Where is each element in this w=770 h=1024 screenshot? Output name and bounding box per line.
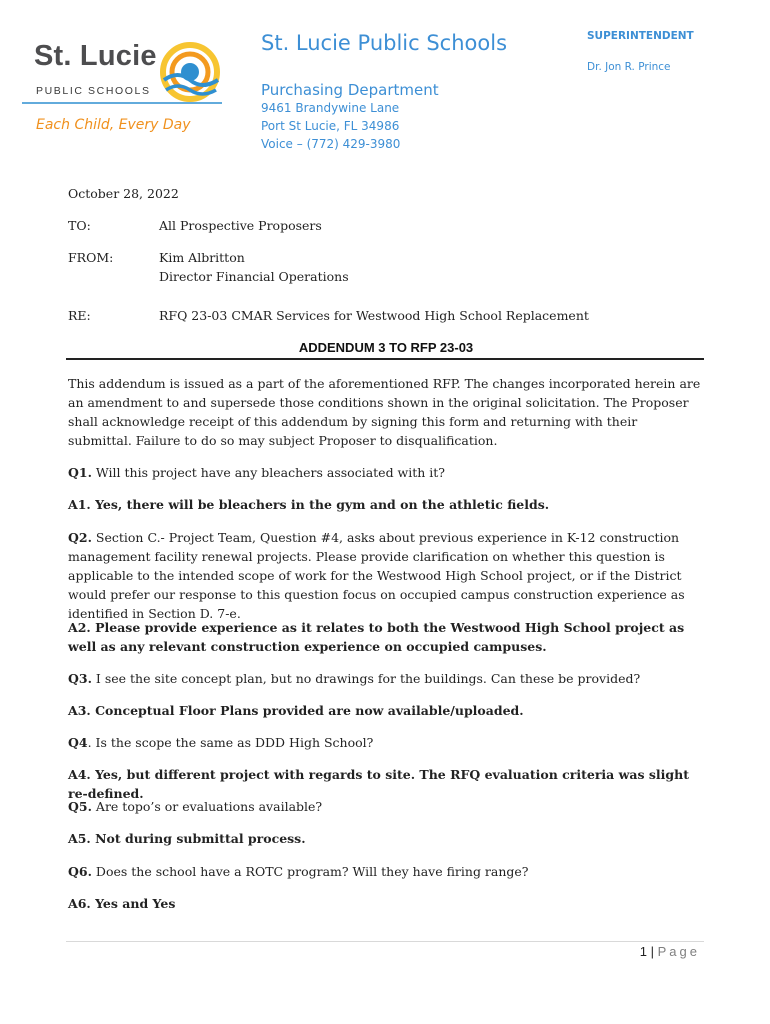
page-number: 1: [639, 944, 648, 959]
answer-4: A4. Yes, but different project with regards to site. The RFQ evaluation criteria was slight re-defined.: [68, 767, 690, 801]
memo-to-value: All Prospective Proposers: [159, 218, 322, 233]
phone-number: Voice – (772) 429-3980: [261, 137, 401, 151]
memo-from-name: Kim Albritton: [159, 250, 245, 265]
page-footer: [640, 944, 700, 959]
question-text: Section C.- Project Team, Question #4, asks about previous experience in K-12 construction management facility renewal projects. Please provide clarification on whether this question is applicable to the intended scope of work for the Westwood High School project, or if the District would prefer our response to this question focus on occupied campus construction experience as identified in Section D. 7-e.: [68, 530, 685, 621]
question-1: [68, 463, 704, 482]
question-text: . Is the scope the same as DDD High School?: [87, 735, 374, 750]
question-text: I see the site concept plan, but no drawings for the buildings. Can these be provided?: [91, 671, 641, 686]
logo-tagline: Each Child, Every Day: [36, 117, 191, 133]
address-city: Port St Lucie, FL 34986: [261, 119, 400, 133]
question-label: Q4: [68, 735, 88, 750]
answer-2: A2. Please provide experience as it relates to both the Westwood High School project as well as any relevant construction experience on occupied campuses.: [68, 620, 685, 654]
sun-wave-logo-icon: [158, 40, 222, 104]
question-text: Does the school have a ROTC program? Will they have firing range?: [91, 864, 529, 879]
logo-underline: [22, 100, 222, 106]
answer-3: A3. Conceptual Floor Plans provided are now available/uploaded.: [68, 703, 524, 718]
memo-to-label: TO:: [68, 218, 91, 233]
intro-paragraph: This addendum is issued as a part of the aforementioned RFP. The changes incorporated herein are an amendment to and supersede those conditions shown in the original solicitation. The Proposer shall acknowledge receipt of this addendum by signing this form and returning with their submittal. Failure to do so may subject Proposer to disqualification.: [68, 376, 701, 448]
question-3: [68, 669, 704, 688]
organization-name: St. Lucie Public Schools: [261, 31, 508, 55]
question-5: [68, 797, 704, 816]
question-6: [68, 862, 704, 881]
superintendent-name: Dr. Jon R. Prince: [587, 61, 671, 73]
memo-from-label: FROM:: [68, 250, 114, 265]
memo-date: October 28, 2022: [68, 186, 179, 201]
addendum-title: ADDENDUM 3 TO RFP 23-03: [298, 340, 474, 355]
answer-5: A5. Not during submittal process.: [68, 831, 306, 846]
superintendent-label: SUPERINTENDENT: [587, 30, 694, 42]
footer-divider: [66, 941, 704, 942]
question-2: [68, 528, 704, 623]
memo-from-title: Director Financial Operations: [159, 269, 349, 284]
question-label: Q3.: [68, 671, 92, 686]
question-label: Q2.: [68, 530, 92, 545]
question-text: Will this project have any bleachers associated with it?: [91, 465, 446, 480]
answer-1: A1. Yes, there will be bleachers in the gym and on the athletic fields.: [68, 497, 550, 512]
answer-6: A6. Yes and Yes: [68, 896, 176, 911]
address-street: 9461 Brandywine Lane: [261, 101, 400, 115]
memo-re-value: RFQ 23-03 CMAR Services for Westwood High School Replacement: [159, 308, 589, 323]
question-text: Are topo’s or evaluations available?: [91, 799, 323, 814]
memo-re-label: RE:: [68, 308, 91, 323]
question-label: Q5.: [68, 799, 92, 814]
department-name: Purchasing Department: [261, 81, 439, 99]
question-4: [68, 733, 704, 752]
question-label: Q1.: [68, 465, 92, 480]
logo-subtitle: PUBLIC SCHOOLS: [36, 85, 151, 97]
question-label: Q6.: [68, 864, 92, 879]
page-separator: |: [647, 944, 658, 959]
logo-name: St. Lucie: [34, 40, 157, 72]
page-word: Page: [657, 944, 700, 959]
title-divider: [66, 358, 704, 360]
district-logo: [22, 38, 242, 138]
